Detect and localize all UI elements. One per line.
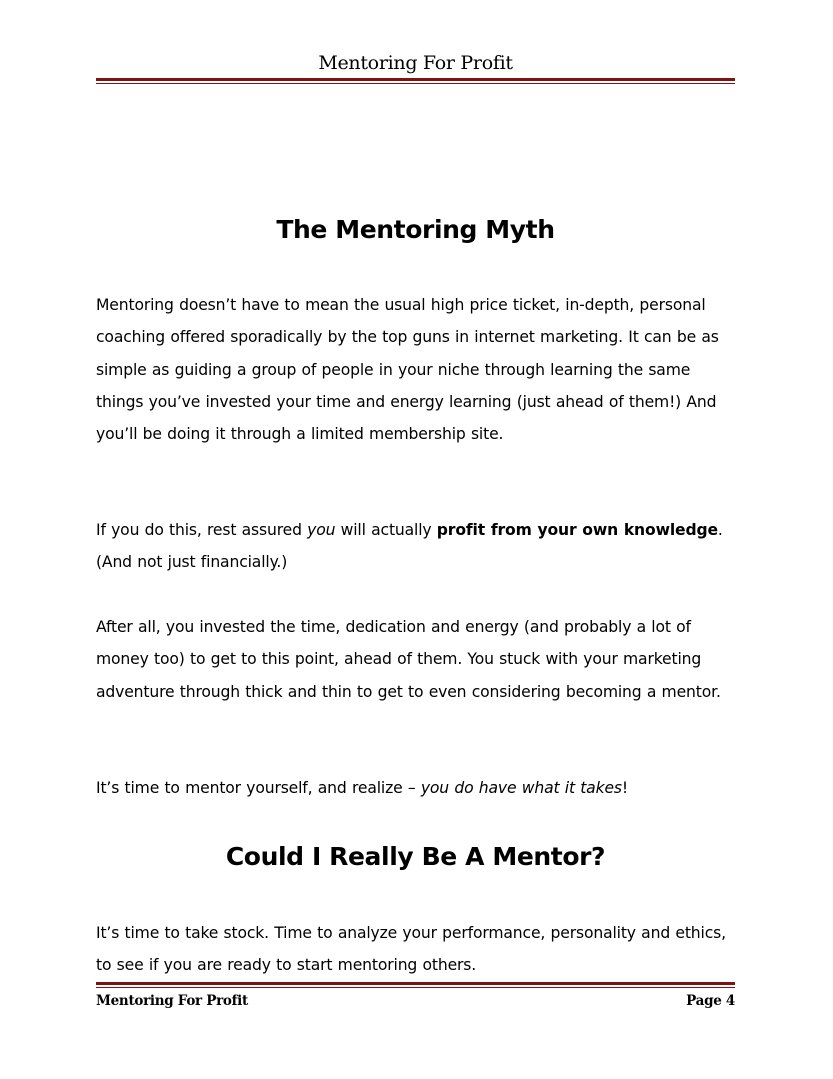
paragraph-text-run: . (And not just financially.) xyxy=(96,521,723,572)
section-heading-mentoring-myth: The Mentoring Myth xyxy=(276,215,555,244)
footer-page-number: Page 4 xyxy=(686,993,735,1009)
paragraph-text-run: If you do this, rest assured xyxy=(96,521,308,539)
paragraph-text-run: ! xyxy=(621,779,628,797)
footer-rule-thick xyxy=(96,982,735,985)
footer-rule-thin xyxy=(96,987,735,988)
paragraph-investment: After all, you invested the time, dedication and energy (and probably a lot of money too) to get to this point, ahead of them. You stuck with your marketing adventure through thick and thin to get to even considering becoming a mentor. xyxy=(96,618,721,701)
header-rule-thin xyxy=(96,83,735,84)
italic-emphasis: you xyxy=(307,521,336,539)
section-heading-could-i-be-mentor: Could I Really Be A Mentor? xyxy=(225,842,606,871)
paragraph-profit-knowledge xyxy=(96,514,741,579)
paragraph-text-run: It’s time to mentor yourself, and realize – xyxy=(96,779,421,797)
bold-emphasis: profit from your own knowledge xyxy=(436,521,718,539)
footer-document-title: Mentoring For Profit xyxy=(96,993,248,1009)
paragraph-mentoring-definition: Mentoring doesn’t have to mean the usual high price ticket, in-depth, personal coaching offered sporadically by the top guns in internet marketing. It can be as simple as guiding a group of people in your niche through learning the same things you’ve invested your time and energy learning (just ahead of them!) And you’ll be doing it through a limited membership site. xyxy=(96,296,719,444)
paragraph-mentor-yourself xyxy=(96,772,741,804)
italic-emphasis: you do have what it takes xyxy=(420,779,622,797)
paragraph-take-stock: It’s time to take stock. Time to analyze your performance, personality and ethics, to see if you are ready to start mentoring others. xyxy=(96,924,726,975)
page-header-title: Mentoring For Profit xyxy=(318,52,513,74)
paragraph-text-run: will actually xyxy=(335,521,437,539)
header-rule-thick xyxy=(96,78,735,81)
